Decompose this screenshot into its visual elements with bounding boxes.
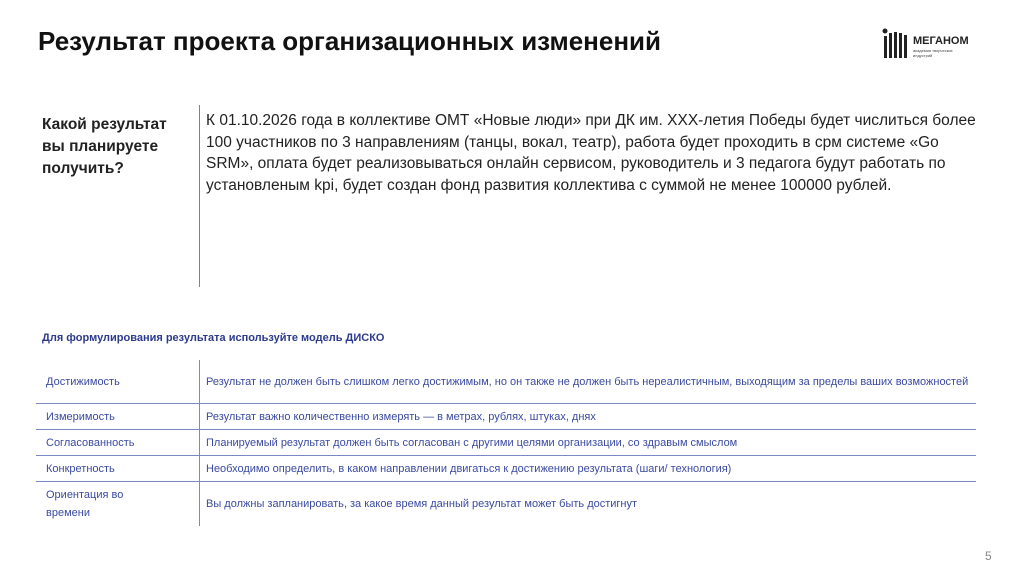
- description: Вы должны запланировать, за какое время данный результат может быть достигнут: [206, 498, 638, 510]
- table-row: [36, 456, 976, 482]
- term: Согласованность: [36, 430, 200, 455]
- table-row: [36, 482, 976, 526]
- meganom-logo: [882, 27, 982, 63]
- building-logo-icon: [882, 27, 912, 61]
- term: Ориентация во времени: [36, 482, 200, 526]
- term: Достижимость: [36, 360, 200, 403]
- term: Конкретность: [36, 456, 200, 481]
- table-row: [36, 360, 976, 404]
- description: Результат не должен быть слишком легко достижимым, но он также не должен быть нереалистичным, выходящим за пределы ваших возможностей: [206, 375, 969, 388]
- table-heading: Для формулирования результата используйте модель ДИСКО: [42, 332, 385, 344]
- logo-name: МЕГАНОМ: [913, 35, 969, 47]
- logo-subtitle: академия творческих индустрий: [913, 48, 953, 58]
- description: Результат важно количественно измерять — в метрах, рублях, штуках, днях: [206, 410, 596, 423]
- page-title: Результат проекта организационных изменений: [38, 26, 661, 56]
- description: Необходимо определить, в каком направлении двигаться к достижению результата (шаги/ технология): [206, 462, 732, 475]
- term: Измеримость: [36, 404, 200, 429]
- table-row: [36, 430, 976, 456]
- page-number: 5: [985, 549, 992, 563]
- answer-text: К 01.10.2026 года в коллективе ОМТ «Новые люди» при ДК им. XXX-летия Победы будет числиться более 100 участников по 3 направлениям (танцы, вокал, театр), работа будет проходить в срм системе «Go SRM», оплата будет реализовываться онлайн сервисом, руководитель и 3 педагога будут работать по установленым kpi, будет создан фонд развития коллектива с суммой не менее 100000 рублей.: [206, 112, 976, 194]
- question-label: Какой результат вы планируете получить?: [42, 116, 167, 177]
- divider: [199, 105, 200, 287]
- description: Планируемый результат должен быть согласован с другими целями организации, со здравым смыслом: [206, 436, 738, 449]
- disco-table: [36, 360, 976, 526]
- table-row: [36, 404, 976, 430]
